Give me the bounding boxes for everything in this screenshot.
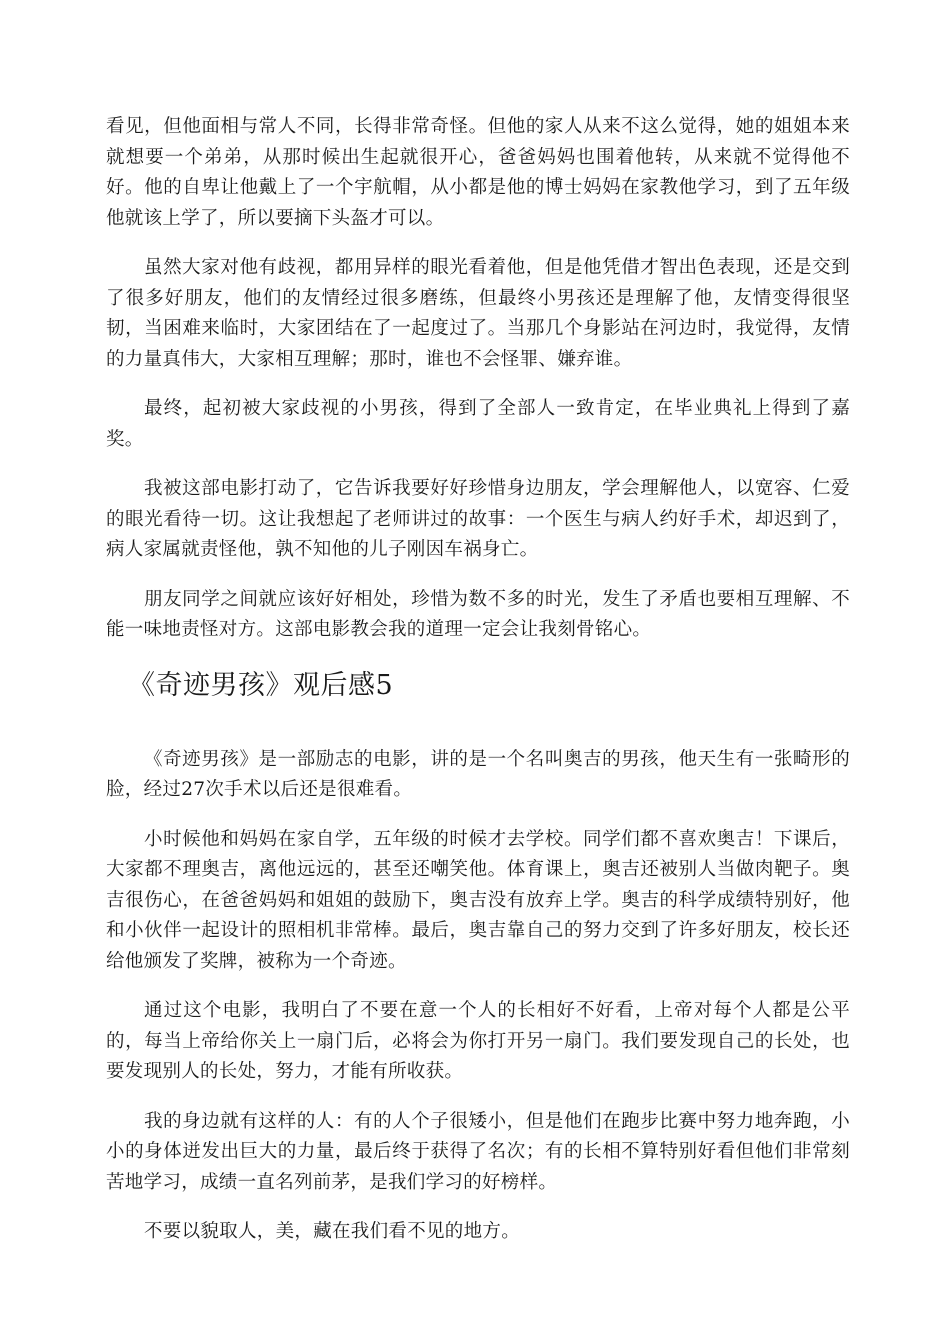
paragraph: 小时候他和妈妈在家自学，五年级的时候才去学校。同学们都不喜欢奥吉！下课后，大家都不理奥吉，离他远远的，甚至还嘲笑他。体育课上，奥吉还被别人当做肉靶子。奥吉很伤心，在爸爸妈妈和姐姐的鼓励下，奥吉没有放弃上学。奥吉的科学成绩特别好，他和小伙伴一起设计的照相机非常棒。最后，奥吉靠自己的努力交到了许多好朋友，校长还给他颁发了奖牌，被称为一个奇迹。 [106, 828, 850, 972]
section-title: 《奇迹男孩》观后感5 [128, 669, 394, 701]
paragraph: 看见，但他面相与常人不同，长得非常奇怪。但他的家人从来不这么觉得，她的姐姐本来就想要一个弟弟，从那时候出生起就很开心，爸爸妈妈也围着他转，从来就不觉得他不好。他的自卑让他戴上了一个宇航帽，从小都是他的博士妈妈在家教他学习，到了五年级他就该上学了，所以要摘下头盔才可以。 [106, 116, 850, 229]
paragraph: 最终，起初被大家歧视的小男孩，得到了全部人一致肯定，在毕业典礼上得到了嘉奖。 [106, 398, 850, 450]
paragraph: 我被这部电影打动了，它告诉我要好好珍惜身边朋友，学会理解他人，以宽容、仁爱的眼光看待一切。这让我想起了老师讲过的故事：一个医生与病人约好手术，却迟到了，病人家属就责怪他，孰不知他的儿子刚因车祸身亡。 [106, 478, 850, 560]
paragraph: 我的身边就有这样的人：有的人个子很矮小，但是他们在跑步比赛中努力地奔跑，小小的身体迸发出巨大的力量，最后终于获得了名次；有的长相不算特别好看但他们非常刻苦地学习，成绩一直名列前茅，是我们学习的好榜样。 [106, 1110, 850, 1193]
paragraph: 朋友同学之间就应该好好相处，珍惜为数不多的时光，发生了矛盾也要相互理解、不能一味地责怪对方。这部电影教会我的道理一定会让我刻骨铭心。 [106, 588, 850, 640]
paragraph: 《奇迹男孩》是一部励志的电影，讲的是一个名叫奥吉的男孩，他天生有一张畸形的脸，经过27次手术以后还是很难看。 [106, 748, 850, 800]
document-body [106, 112, 850, 1267]
paragraph: 不要以貌取人，美，藏在我们看不见的地方。 [144, 1221, 521, 1242]
paragraph: 虽然大家对他有歧视，都用异样的眼光看着他，但是他凭借才智出色表现，还是交到了很多好朋友，他们的友情经过很多磨练，但最终小男孩还是理解了他，友情变得很坚韧，当困难来临时，大家团结在了一起度过了。当那几个身影站在河边时，我觉得，友情的力量真伟大，大家相互理解；那时，谁也不会怪罪、嫌弃谁。 [106, 257, 850, 370]
paragraph: 通过这个电影，我明白了不要在意一个人的长相好不好看，上帝对每个人都是公平的，每当上帝给你关上一扇门后，必将会为你打开另一扇门。我们要发现自己的长处，也要发现别人的长处，努力，才能有所收获。 [106, 1000, 850, 1082]
